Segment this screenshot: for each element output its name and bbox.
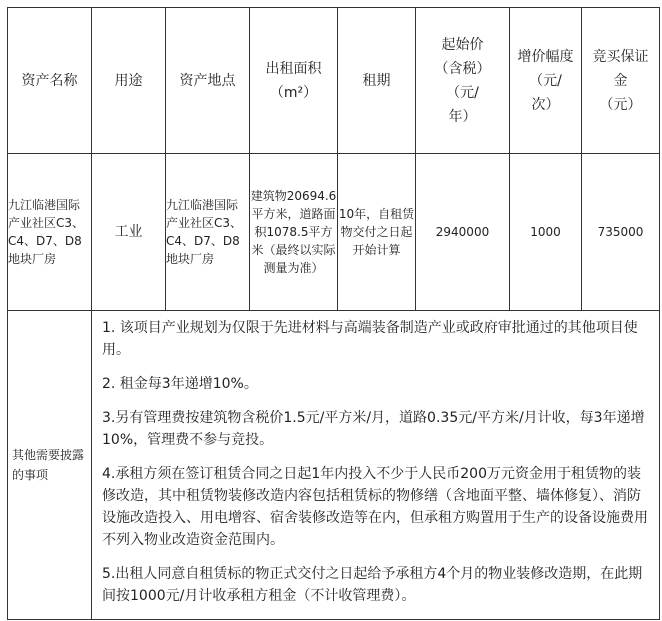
- cell-term: 10年，自租赁物交付之日起开始计算: [338, 154, 416, 311]
- note-item: 4.承租方须在签订租赁合同之日起1年内投入不少于人民币200万元资金用于租赁物的装修改造，其中租赁物装修改造内容包括租赁标的物修缮（含地面平整、墙体修复）、消防设施改造投入、用电增容、宿舍装修改造等在内，但承租方购置用于生产的设备设施费用不列入物业改造资金范围内。: [102, 466, 648, 548]
- header-row: [8, 8, 660, 154]
- note-item: 1. 该项目产业规划为仅限于先进材料与高端装备制造产业或政府审批通过的其他项目使用。: [102, 320, 638, 358]
- note-item: 2. 租金每3年递增10%。: [102, 376, 258, 392]
- header-use: 用途: [92, 8, 166, 154]
- header-term: 租期: [338, 8, 416, 154]
- cell-increment: 1000: [510, 154, 582, 311]
- asset-lease-table: [7, 7, 660, 620]
- cell-area: 建筑物20694.6平方米，道路面积1078.5平方米（最终以实际测量为准）: [250, 154, 338, 311]
- note-item: 3.另有管理费按建筑物含税价1.5元/平方米/月，道路0.35元/平方米/月计收，每3年递增10%，管理费不参与竞投。: [102, 410, 645, 448]
- header-start-price: 起始价 （含税） （元/ 年）: [416, 8, 510, 154]
- notes-row: [8, 311, 660, 620]
- header-location: 资产地点: [166, 8, 250, 154]
- header-asset-name: 资产名称: [8, 8, 92, 154]
- header-area: 出租面积 （m²）: [250, 8, 338, 154]
- header-deposit: 竞买保证 金 （元）: [582, 8, 660, 154]
- cell-use: 工业: [92, 154, 166, 311]
- header-increment: 增价幅度 （元/ 次）: [510, 8, 582, 154]
- cell-start-price: 2940000: [416, 154, 510, 311]
- cell-asset-name: 九江临港国际产业社区C3、C4、D7、D8地块厂房: [8, 154, 92, 311]
- note-item: 5.出租人同意自租赁标的物正式交付之日起给予承租方4个月的物业装修改造期，在此期间按1000元/月计收承租方租金（不计收管理费）。: [102, 566, 643, 604]
- cell-deposit: 735000: [582, 154, 660, 311]
- cell-location: 九江临港国际产业社区C3、C4、D7、D8地块厂房: [166, 154, 250, 311]
- notes-label: 其他需要披露的事项: [8, 311, 92, 620]
- notes-content: [92, 311, 660, 620]
- table-row: [8, 154, 660, 311]
